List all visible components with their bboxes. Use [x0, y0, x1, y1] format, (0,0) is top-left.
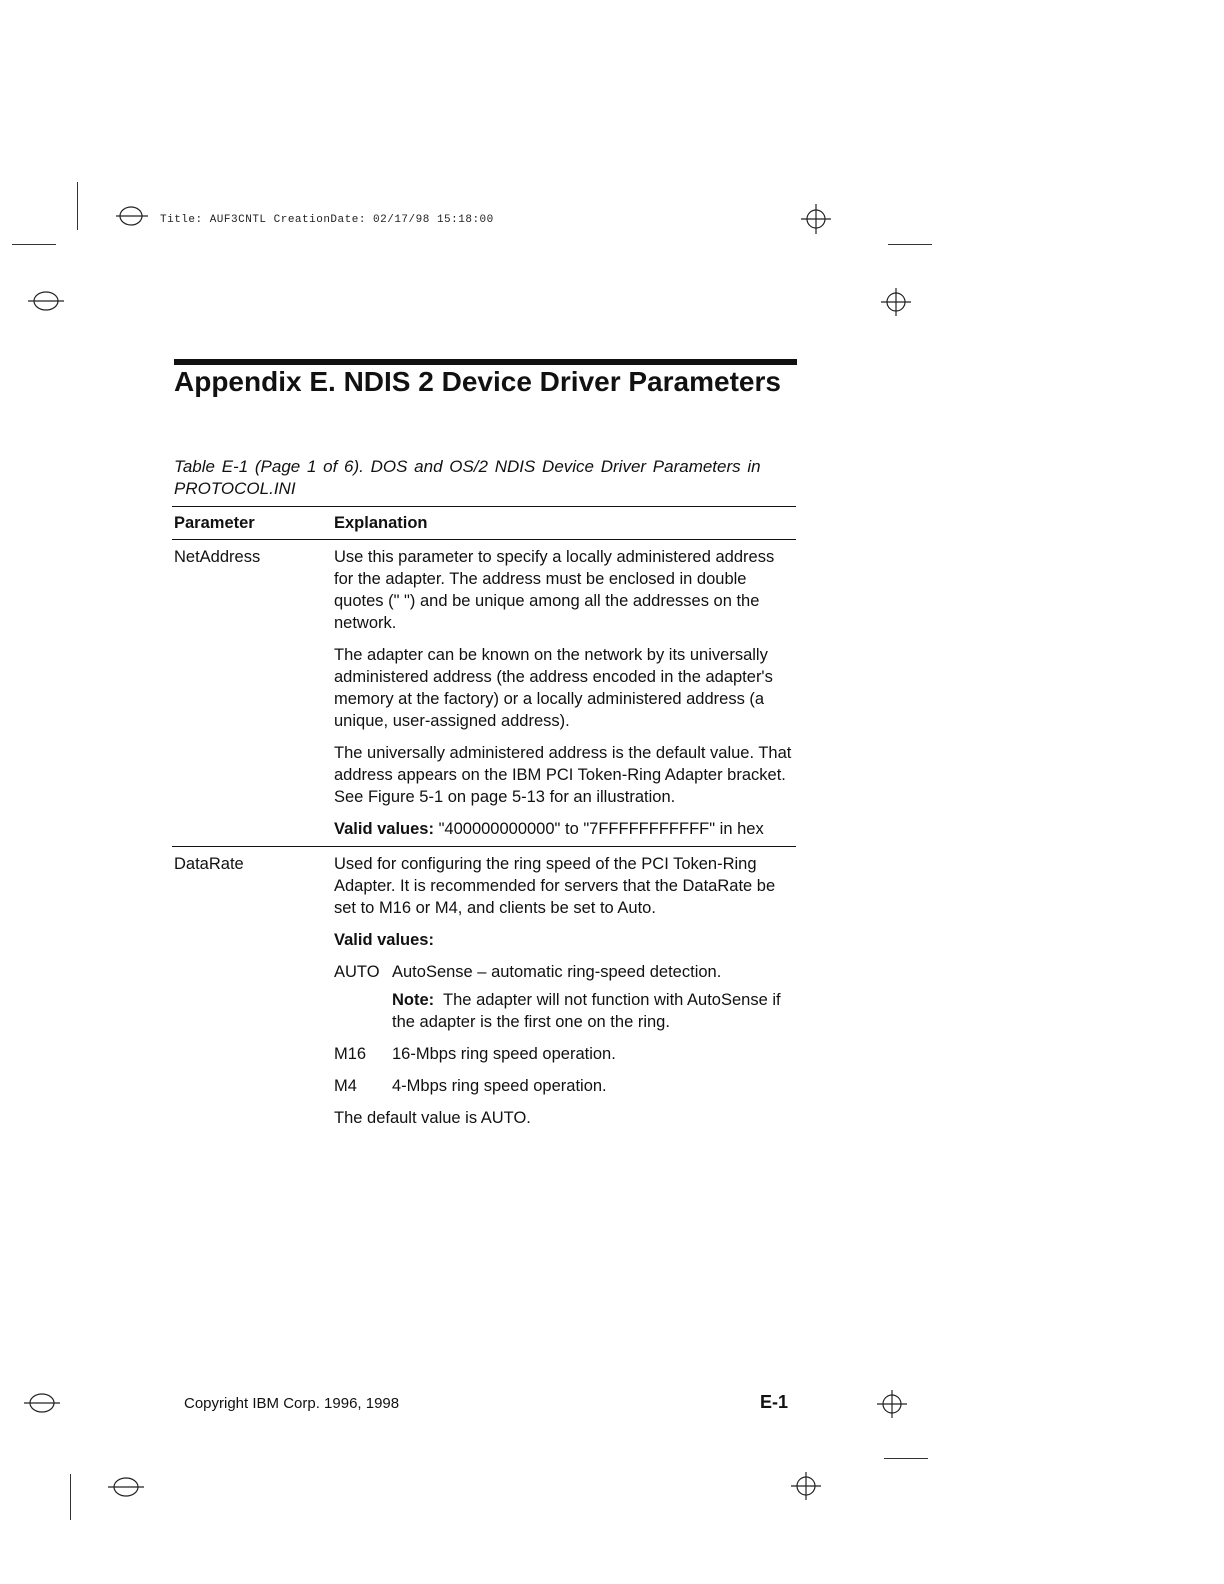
- parameters-table: [172, 506, 796, 1135]
- title-rule: [174, 359, 797, 365]
- registration-mark-icon: [24, 1390, 60, 1416]
- valid-values: [334, 929, 794, 951]
- registration-mark-icon: [790, 1470, 822, 1502]
- column-header-parameter: Parameter: [172, 507, 332, 540]
- table-caption: Table E-1 (Page 1 of 6). DOS and OS/2 NDIS Device Driver Parameters in PROTOCOL.INI: [174, 457, 761, 498]
- valid-values-label: Valid values:: [334, 931, 434, 949]
- value-item: [334, 1043, 794, 1065]
- registration-mark-icon: [800, 202, 832, 236]
- value-code: M4: [334, 1077, 357, 1095]
- table-row: [172, 847, 796, 1136]
- crop-mark: [888, 244, 932, 245]
- parameter-name: NetAddress: [172, 540, 332, 847]
- value-code: M16: [334, 1045, 367, 1063]
- explanation-paragraph: The adapter can be known on the network by its universally administered address (the address encoded in the adapter's memory at the factory) or a locally administered address (a unique, user-assigned address).: [334, 646, 773, 730]
- value-item: [334, 961, 794, 983]
- valid-values: [334, 818, 794, 840]
- registration-mark-icon: [880, 286, 912, 318]
- column-header-explanation: Explanation: [332, 507, 796, 540]
- parameter-name: DataRate: [174, 855, 244, 873]
- page-title: Appendix E. NDIS 2 Device Driver Parameters: [174, 366, 781, 397]
- crop-mark: [77, 182, 78, 230]
- registration-mark-icon: [108, 1474, 144, 1500]
- registration-mark-icon: [28, 288, 64, 314]
- crop-mark: [884, 1458, 928, 1459]
- print-header: Title: AUF3CNTL CreationDate: 02/17/98 15:18:00: [160, 214, 494, 226]
- default-value: The default value is AUTO.: [334, 1109, 531, 1127]
- valid-values-label: Valid values:: [334, 820, 434, 838]
- value-code: AUTO: [334, 963, 380, 981]
- registration-mark-icon: [876, 1388, 908, 1420]
- table-header-row: [172, 507, 796, 540]
- registration-mark-icon: [116, 203, 150, 229]
- table-row: [172, 540, 796, 847]
- note: [392, 989, 794, 1033]
- parameter-explanation: [332, 847, 796, 1136]
- value-description: AutoSense – automatic ring-speed detection.: [392, 963, 722, 981]
- value-item: [334, 1075, 794, 1097]
- copyright: Copyright IBM Corp. 1996, 1998: [184, 1395, 400, 1412]
- crop-mark: [70, 1474, 71, 1520]
- parameter-explanation: [332, 540, 796, 847]
- note-text: The adapter will not function with AutoSense if the adapter is the first one on the ring.: [392, 991, 781, 1031]
- page-number: E-1: [760, 1392, 789, 1412]
- value-description: 16-Mbps ring speed operation.: [392, 1045, 616, 1063]
- explanation-paragraph: Used for configuring the ring speed of the PCI Token-Ring Adapter. It is recommended for servers that the DataRate be set to M16 or M4, and clients be set to Auto.: [334, 855, 776, 917]
- note-label: Note:: [392, 991, 435, 1009]
- valid-values-text: "400000000000" to "7FFFFFFFFFFF" in hex: [438, 820, 764, 838]
- explanation-paragraph: Use this parameter to specify a locally administered address for the adapter. The address must be enclosed in double quotes (" ") and be unique among all the addresses on the network.: [334, 548, 775, 632]
- explanation-paragraph: The universally administered address is the default value. That address appears on the IBM PCI Token-Ring Adapter bracket. See Figure 5-1 on page 5-13 for an illustration.: [334, 744, 792, 806]
- crop-mark: [12, 244, 56, 245]
- value-description: 4-Mbps ring speed operation.: [392, 1077, 607, 1095]
